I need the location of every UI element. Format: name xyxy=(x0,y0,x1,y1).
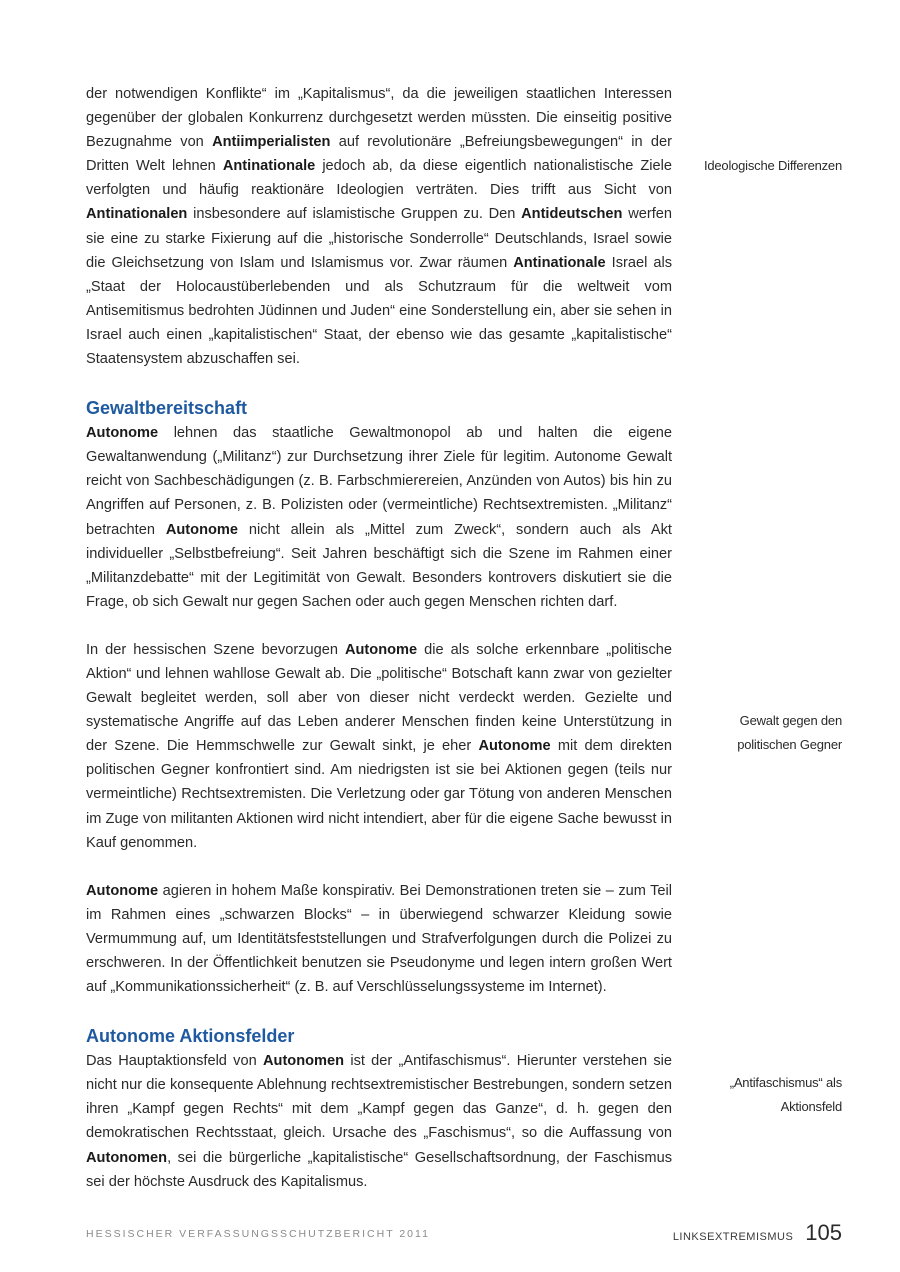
emphasized-term: Antideutschen xyxy=(521,206,623,223)
text-run: In der hessischen Szene bevorzugen xyxy=(86,641,345,658)
text-run: insbesondere auf islamistische Gruppen zu. Den xyxy=(187,206,522,223)
text-run: agieren in hohem Maße konspirativ. Bei Demonstrationen treten sie – zum Teil im Rahmen eines „schwarzen Blocks“ – in überwiegend schwarzer Kleidung sowie Vermummung auf, um Identitätsfeststellungen und Strafverfolgungen durch die Polizei zu erschweren. In der Öffentlichkeit benutzen sie Pseudonyme und legen intern großen Wert auf „Kommunikationssicherheit“ (z. B. auf Verschlüsselungssysteme im Internet). xyxy=(86,882,672,996)
paragraph-konspirativ xyxy=(86,879,672,999)
emphasized-term: Autonome xyxy=(86,425,159,442)
emphasized-term: Autonomen xyxy=(86,1149,168,1166)
paragraph-hessische-szene xyxy=(86,638,672,855)
margin-note-gegner-line2: politischen Gegner xyxy=(737,737,842,752)
emphasized-term: Autonome xyxy=(478,738,551,755)
paragraph-antifaschismus xyxy=(86,1049,672,1194)
margin-note-gegner-line1: Gewalt gegen den xyxy=(739,713,842,728)
heading-gewaltbereitschaft: Gewaltbereitschaft xyxy=(86,398,248,419)
footer-publication: HESSISCHER VERFASSUNGSSCHUTZBERICHT 2011 xyxy=(86,1228,430,1240)
margin-note-ideologie-text: Ideologische Differenzen xyxy=(703,158,842,173)
emphasized-term: Autonome xyxy=(165,521,238,538)
text-run: , sei die bürgerliche „kapitalistische“ Gesellschaftsordnung, der Faschismus sei der höchste Ausdruck des Kapitalismus. xyxy=(86,1149,672,1190)
footer-section: LINKSEXTREMISMUS xyxy=(672,1231,794,1243)
text-run: nicht allein als „Mittel zum Zweck“, sondern auch als Akt individueller „Selbstbefreiung“. Seit Jahren beschäftigt sich die Szene im Rahmen einer „Militanzdebatte“ mit der Legitimität von Gewalt. Besonders kontrovers diskutiert sie die Frage, ob sich Gewalt nur gegen Sachen oder auch gegen Menschen richten darf. xyxy=(86,521,672,610)
heading-autonome-aktionsfelder: Autonome Aktionsfelder xyxy=(86,1026,295,1047)
text-run: mit dem direkten politischen Gegner konfrontiert sind. Am niedrigsten ist sie bei Aktionen gegen (teils nur vermeintliche) Rechtsextremisten. Die Verletzung oder gar Tötung von anderen Menschen im Zuge von militanten Aktionen wird nicht intendiert, aber für die eigene Sache bewusst in Kauf genommen. xyxy=(86,738,672,851)
main-text-column xyxy=(86,82,672,1194)
paragraph-militanz xyxy=(86,421,672,614)
emphasized-term: Antinationalen xyxy=(86,206,188,223)
margin-note-antifa-line2: Aktionsfeld xyxy=(780,1099,842,1114)
text-run: der notwendigen Konflikte“ im „Kapitalismus“, da die jeweiligen staatlichen Interessen gegenüber der globalen Konkurrenz durchgesetzt werden müssten. Die einseitig positive Bezugnahme von xyxy=(86,86,672,151)
text-run: lehnen das staatliche Gewaltmonopol ab und halten die eigene Gewaltanwendung („Militanz“) zur Durchsetzung ihrer Ziele für legitim. Autonome Gewalt reicht von Sachbeschädigungen (z. B. Farbschmierereien, Anzünden von Autos) bis hin zu Angriffen auf Personen, z. B. Polizisten oder (vermeintliche) Rechtsextremisten. „Militanz“ betrachten xyxy=(86,425,672,538)
text-run: Das Hauptaktionsfeld von xyxy=(86,1053,263,1070)
text-run: ist der „Antifaschismus“. Hierunter verstehen sie nicht nur die konsequente Ablehnung rechtsextremistischer Bestrebungen, sondern setzen ihren „Kampf gegen Rechts“ mit dem „Kampf gegen das Ganze“, d. h. gegen den demokratischen Rechtsstaat, gleich. Ursache des „Faschismus“, so die Auffassung von xyxy=(86,1053,672,1142)
margin-note-ideologie xyxy=(704,154,842,178)
emphasized-term: Antiimperialisten xyxy=(212,134,331,151)
margin-note-antifa xyxy=(730,1071,842,1119)
page-number: 105 xyxy=(805,1220,842,1245)
emphasized-term: Autonomen xyxy=(262,1053,345,1070)
text-run: werfen sie eine zu starke Fixierung auf die „historische Sonderrolle“ Deutschlands, Israel sowie die Gleichsetzung von Islam und Islamismus vor. Zwar räumen xyxy=(86,206,672,271)
paragraph-ideology xyxy=(86,82,672,371)
text-run: auf revolutionäre „Befreiungsbewegungen“ in der Dritten Welt lehnen xyxy=(86,134,672,175)
text-run: Israel als „Staat der Holocaustüberlebenden und als Schutzraum für die weltweit vom Antisemitismus bedrohten Jüdinnen und Juden“ eine Sonderstellung ein, aber sie sehen in Israel auch einen „kapitalistischen“ Staat, der ebenso wie das gesamte „kapitalistische“ Staatensystem abzuschaffen sei. xyxy=(86,254,673,368)
emphasized-term: Antinationale xyxy=(222,158,316,175)
margin-note-antifa-line1: „Antifaschismus“ als xyxy=(729,1075,842,1090)
emphasized-term: Autonome xyxy=(86,882,159,899)
emphasized-term: Autonome xyxy=(344,641,418,658)
margin-note-gegner xyxy=(737,709,842,757)
footer-right xyxy=(673,1220,842,1246)
text-run: jedoch ab, da diese eigentlich nationalistische Ziele verfolgten und häufig reaktionäre Ideologien verträten. Dies trifft aus Sicht von xyxy=(86,158,672,199)
text-run: die als solche erkennbare „politische Aktion“ und lehnen wahllose Gewalt ab. Die „politische“ Botschaft kann zwar von gezielter Gewalt begleitet werden, soll aber von dieser nicht verdeckt werden. Gezielte und systematische Angriffe auf das Leben anderer Menschen finden keine Unterstützung in der Szene. Die Hemmschwelle zur Gewalt sinkt, je eher xyxy=(86,641,673,755)
emphasized-term: Antinationale xyxy=(513,254,606,271)
